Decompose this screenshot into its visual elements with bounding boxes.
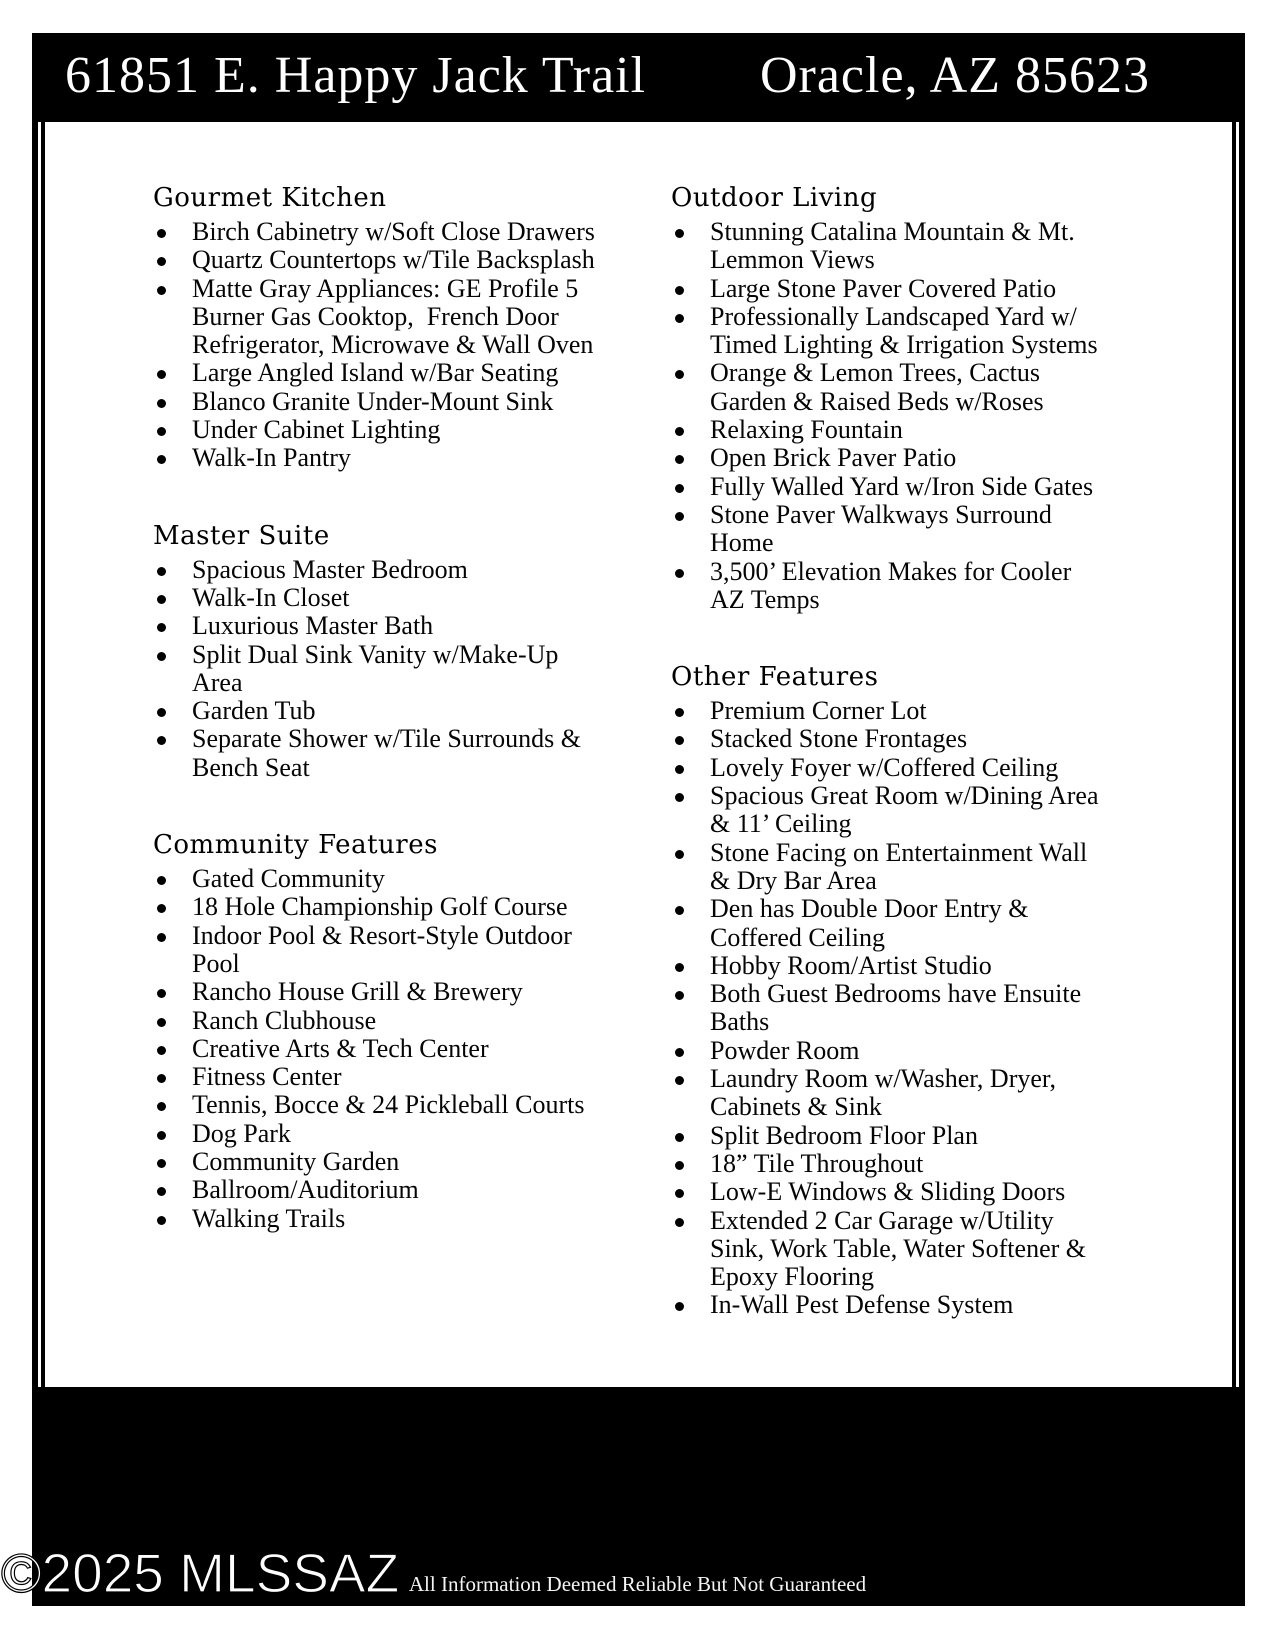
list-item: [671, 1291, 1110, 1319]
list-item: [153, 1148, 597, 1176]
list-item-text: Stacked Stone Frontages: [710, 724, 968, 754]
bullet-icon: [675, 1076, 684, 1085]
list-item: [153, 556, 597, 584]
bullet-icon: [675, 484, 684, 493]
list-item: [153, 275, 597, 360]
bullet-icon: [157, 736, 166, 745]
list-item-text: 18” Tile Throughout: [710, 1148, 924, 1178]
bullet-icon: [675, 1302, 684, 1311]
bullet-icon: [157, 1046, 166, 1055]
list-item: [153, 218, 597, 246]
list-item: [153, 1205, 597, 1233]
list-item-text: Separate Shower w/Tile Surrounds & Bench Seat: [192, 724, 582, 782]
list-item-text: Rancho House Grill & Brewery: [192, 977, 523, 1007]
list-item: [153, 584, 597, 612]
list-item: [671, 782, 1110, 839]
list-item-text: Professionally Landscaped Yard w/ Timed Lighting & Irrigation Systems: [710, 301, 1098, 360]
bullet-icon: [675, 1133, 684, 1142]
list-item-text: Den has Double Door Entry & Coffered Ceiling: [710, 894, 1029, 952]
section-outdoor-living: [671, 180, 1110, 614]
bullet-icon: [157, 1074, 166, 1083]
bullet-icon: [675, 1161, 684, 1170]
list-item: [671, 558, 1110, 615]
bullet-icon: [675, 765, 684, 774]
bullet-icon: [675, 906, 684, 915]
list-item: [671, 697, 1110, 725]
list-item: [671, 1122, 1110, 1150]
list-item-text: Stone Facing on Entertainment Wall & Dry Bar Area: [710, 837, 1088, 895]
bullet-icon: [157, 933, 166, 942]
list-item-text: Ballroom/Auditorium: [192, 1175, 419, 1205]
header-city-state-zip: Oracle, AZ 85623: [759, 47, 1150, 104]
list-item: [671, 895, 1110, 952]
list-item-text: Hobby Room/Artist Studio: [710, 950, 992, 980]
bullet-icon: [675, 455, 684, 464]
list-item: [671, 218, 1110, 275]
section-heading: Gourmet Kitchen: [153, 183, 387, 213]
bullet-icon: [675, 427, 684, 436]
bullet-icon: [157, 652, 166, 661]
list-item-text: Fully Walled Yard w/Iron Side Gates: [710, 471, 1094, 501]
bullet-icon: [675, 1218, 684, 1227]
list-item-text: Walking Trails: [192, 1203, 346, 1233]
list-item: [153, 416, 597, 444]
header-address: 61851 E. Happy Jack Trail: [65, 47, 647, 104]
list-item-text: Dog Park: [192, 1118, 291, 1148]
bullet-icon: [157, 904, 166, 913]
list-item-text: Low-E Windows & Sliding Doors: [710, 1177, 1066, 1207]
feature-list: [153, 556, 597, 782]
list-item: [671, 1065, 1110, 1122]
section-heading: Community Features: [153, 830, 438, 861]
bullet-icon: [675, 569, 684, 578]
list-item-text: In-Wall Pest Defense System: [710, 1290, 1014, 1320]
list-item: [153, 359, 597, 387]
list-item-text: Blanco Granite Under-Mount Sink: [192, 386, 554, 416]
list-item-text: 3,500’ Elevation Makes for Cooler AZ Temps: [710, 556, 1072, 614]
list-item: [671, 303, 1110, 360]
list-item: [671, 501, 1110, 558]
section-gourmet-kitchen: [153, 180, 597, 473]
list-item: [671, 473, 1110, 501]
list-item-text: Open Brick Paver Patio: [710, 443, 957, 473]
list-item: [153, 1120, 597, 1148]
list-item-text: Gated Community: [192, 864, 385, 894]
list-item: [153, 641, 597, 698]
bullet-icon: [675, 963, 684, 972]
bullet-icon: [675, 708, 684, 717]
list-item-text: Extended 2 Car Garage w/Utility Sink, Work Table, Water Softener & Epoxy Flooring: [710, 1205, 1086, 1292]
list-item-text: Spacious Master Bedroom: [192, 554, 468, 584]
bullet-icon: [675, 314, 684, 323]
list-item-text: Large Angled Island w/Bar Seating: [192, 358, 559, 388]
list-item: [153, 246, 597, 274]
list-item-text: Walk-In Pantry: [192, 443, 351, 473]
feature-list: [153, 865, 597, 1233]
list-item: [153, 444, 597, 472]
bullet-icon: [157, 876, 166, 885]
bullet-icon: [157, 427, 166, 436]
feature-list: [671, 218, 1110, 614]
list-item: [671, 980, 1110, 1037]
bullet-icon: [157, 286, 166, 295]
section-heading: Master Suite: [153, 520, 330, 551]
mls-watermark: ©2025 MLSSAZ: [1, 1542, 400, 1604]
list-item-text: Spacious Great Room w/Dining Area & 11’ Ceiling: [710, 781, 1099, 839]
list-item-text: Split Dual Sink Vanity w/Make-Up Area: [192, 639, 559, 697]
list-item: [153, 1035, 597, 1063]
list-item-text: Lovely Foyer w/Coffered Ceiling: [710, 752, 1059, 782]
list-item-text: Under Cabinet Lighting: [192, 415, 441, 445]
list-item-text: Stone Paver Walkways Surround Home: [710, 499, 1052, 558]
bullet-icon: [675, 370, 684, 379]
list-item: [671, 754, 1110, 782]
list-item: [153, 697, 597, 725]
list-item: [153, 1007, 597, 1035]
disclaimer-text: All Information Deemed Reliable But Not Guaranteed: [408, 1572, 867, 1596]
list-item-text: 18 Hole Championship Golf Course: [192, 892, 568, 922]
bullet-icon: [157, 257, 166, 266]
bullet-icon: [157, 399, 166, 408]
header-band: [32, 33, 1245, 122]
list-item-text: Fitness Center: [192, 1062, 342, 1092]
list-item-text: Stunning Catalina Mountain & Mt. Lemmon Views: [710, 217, 1075, 275]
list-item: [671, 952, 1110, 980]
list-item-text: Walk-In Closet: [192, 582, 350, 612]
list-item-text: Creative Arts & Tech Center: [192, 1033, 489, 1063]
bullet-icon: [157, 1159, 166, 1168]
bullet-icon: [157, 1131, 166, 1140]
feature-list: [671, 697, 1110, 1320]
list-item: [671, 839, 1110, 896]
section-heading: Other Features: [671, 662, 879, 693]
section-heading: Outdoor Living: [671, 183, 878, 213]
list-item: [671, 275, 1110, 303]
list-item: [671, 1037, 1110, 1065]
list-item-text: Powder Room: [710, 1035, 860, 1065]
list-item: [153, 388, 597, 416]
list-item-text: Quartz Countertops w/Tile Backsplash: [192, 245, 595, 275]
bullet-icon: [157, 1018, 166, 1027]
bullet-icon: [157, 1102, 166, 1111]
list-item: [153, 1063, 597, 1091]
list-item: [153, 978, 597, 1006]
list-item-text: Ranch Clubhouse: [192, 1005, 377, 1035]
list-item-text: Birch Cabinetry w/Soft Close Drawers: [192, 217, 595, 246]
list-item: [671, 416, 1110, 444]
bullet-icon: [675, 1048, 684, 1057]
bullet-icon: [157, 989, 166, 998]
bullet-icon: [157, 370, 166, 379]
bullet-icon: [157, 623, 166, 632]
list-item-text: Relaxing Fountain: [710, 415, 903, 445]
list-item-text: Laundry Room w/Washer, Dryer, Cabinets & Sink: [710, 1064, 1057, 1122]
list-item-text: Split Bedroom Floor Plan: [710, 1120, 978, 1150]
list-item: [153, 893, 597, 921]
list-item: [153, 922, 597, 979]
list-item: [671, 1150, 1110, 1178]
list-item: [671, 1178, 1110, 1206]
bullet-icon: [675, 850, 684, 859]
list-item-text: Both Guest Bedrooms have Ensuite Baths: [710, 979, 1082, 1037]
list-item-text: Matte Gray Appliances: GE Profile 5 Burner Gas Cooktop, French Door Refrigerator, Microwave & Wall Oven: [192, 273, 594, 360]
feature-list: [153, 218, 597, 473]
bullet-icon: [675, 286, 684, 295]
section-master-suite: [153, 518, 597, 782]
bullet-icon: [675, 736, 684, 745]
list-item: [153, 1176, 597, 1204]
bullet-icon: [157, 595, 166, 604]
bullet-icon: [675, 793, 684, 802]
list-item-text: Community Garden: [192, 1147, 400, 1177]
list-item-text: Large Stone Paver Covered Patio: [710, 273, 1057, 303]
list-item: [153, 865, 597, 893]
list-item: [153, 1091, 597, 1119]
section-other-features: [671, 659, 1110, 1320]
list-item: [153, 725, 597, 782]
list-item: [671, 359, 1110, 416]
list-item-text: Orange & Lemon Trees, Cactus Garden & Raised Beds w/Roses: [710, 358, 1044, 416]
bullet-icon: [157, 1216, 166, 1225]
bullet-icon: [675, 512, 684, 521]
features-column-right: [671, 180, 1110, 1320]
bullet-icon: [675, 1189, 684, 1198]
bullet-icon: [675, 229, 684, 238]
list-item: [671, 725, 1110, 753]
list-item-text: Tennis, Bocce & 24 Pickleball Courts: [192, 1090, 585, 1120]
list-item-text: Indoor Pool & Resort-Style Outdoor Pool: [192, 920, 572, 978]
list-item: [671, 444, 1110, 472]
features-column-left: [153, 180, 597, 1233]
bullet-icon: [157, 708, 166, 717]
bullet-icon: [157, 1187, 166, 1196]
bullet-icon: [157, 567, 166, 576]
section-community-features: [153, 827, 597, 1233]
list-item-text: Luxurious Master Bath: [192, 611, 434, 641]
list-item-text: Premium Corner Lot: [710, 696, 927, 726]
left-border-rule: [32, 122, 45, 1387]
list-item-text: Garden Tub: [192, 696, 316, 726]
bullet-icon: [157, 455, 166, 464]
list-item: [671, 1207, 1110, 1292]
bullet-icon: [675, 991, 684, 1000]
right-border-rule: [1232, 122, 1245, 1387]
list-item: [153, 612, 597, 640]
bullet-icon: [157, 229, 166, 238]
